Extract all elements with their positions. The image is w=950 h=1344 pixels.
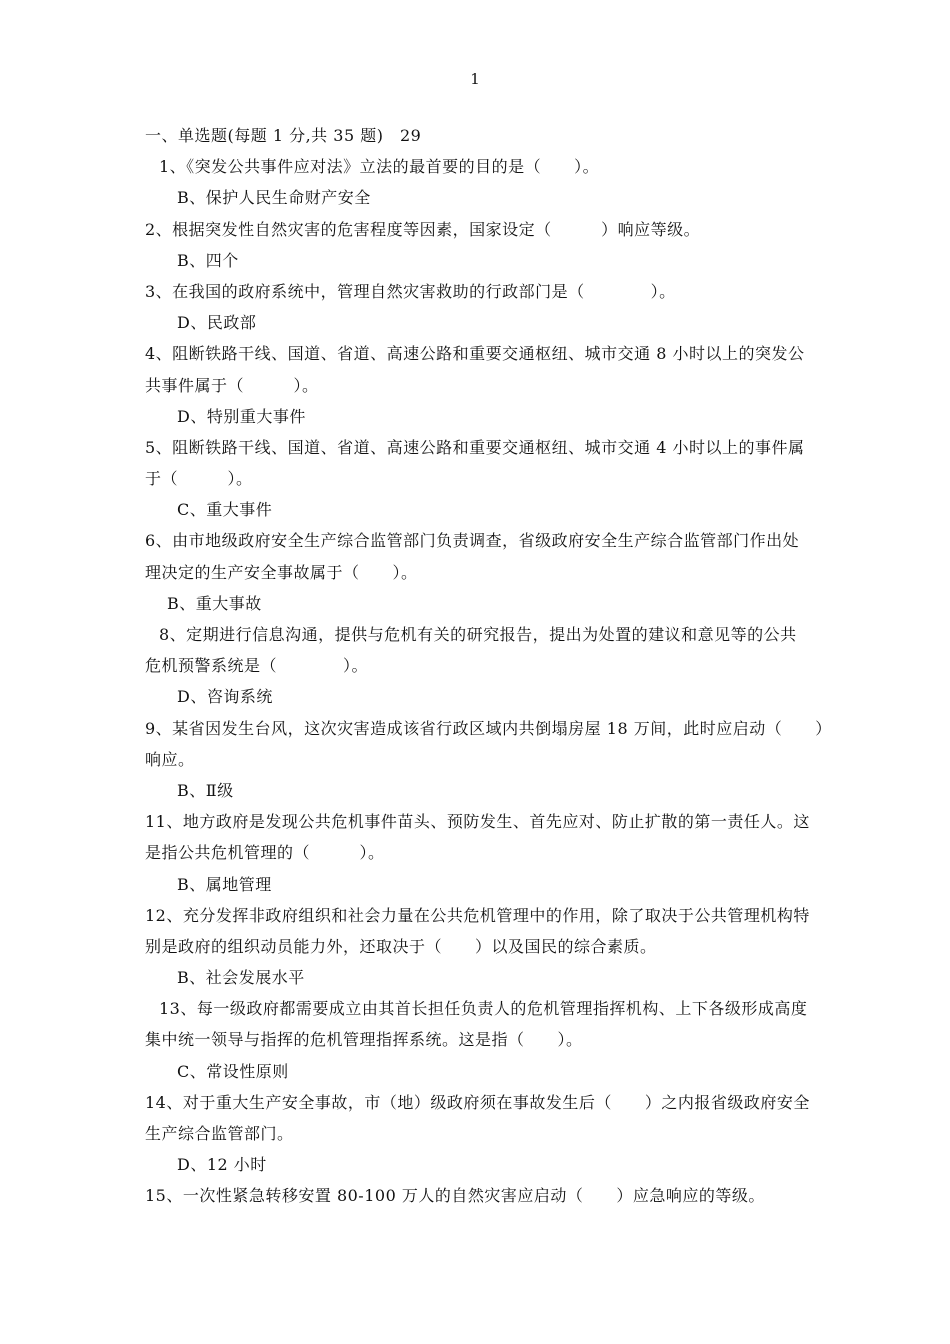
question-13-line-2: 集中统一领导与指挥的危机管理指挥系统。这是指（ ）。 xyxy=(145,1030,583,1050)
question-6-line-1: 6、由市地级政府安全生产综合监管部门负责调查，省级政府安全生产综合监管部门作出处 xyxy=(145,531,800,551)
answer-1: B、保护人民生命财产安全 xyxy=(177,188,371,208)
question-8-line-1: 8、定期进行信息沟通，提供与危机有关的研究报告，提出为处置的建议和意见等的公共 xyxy=(159,625,797,644)
question-3: 3、在我国的政府系统中，管理自然灾害救助的行政部门是（ ）。 xyxy=(145,281,676,301)
question-2: 2、根据突发性自然灾害的危害程度等因素，国家设定（ ）响应等级。 xyxy=(145,219,701,239)
question-11-line-1: 11、地方政府是发现公共危机事件苗头、预防发生、首先应对、防止扩散的第一责任人。这 xyxy=(145,812,810,832)
question-5-line-1: 5、阻断铁路干线、国道、省道、高速公路和重要交通枢纽、城市交通 4 小时以上的事件属 xyxy=(145,437,805,457)
answer-9: B、Ⅱ级 xyxy=(177,780,234,800)
question-11-line-2: 是指公共危机管理的（ ）。 xyxy=(145,843,385,863)
section-heading: 一、单选题(每题 1 分,共 35 题) 29 xyxy=(145,126,422,145)
question-5-line-2: 于（ ）。 xyxy=(145,469,253,489)
question-15: 15、一次性紧急转移安置 80-100 万人的自然灾害应启动（ ）应急响应的等级。 xyxy=(145,1186,765,1206)
answer-8: D、咨询系统 xyxy=(177,687,273,707)
question-14-line-1: 14、对于重大生产安全事故，市（地）级政府须在事故发生后（ ）之内报省级政府安全 xyxy=(145,1092,810,1112)
answer-13: C、常设性原则 xyxy=(177,1061,289,1081)
question-4-line-2: 共事件属于（ ）。 xyxy=(145,375,319,395)
question-14-line-2: 生产综合监管部门。 xyxy=(145,1124,294,1143)
question-8-line-2: 危机预警系统是（ ）。 xyxy=(145,656,369,676)
page-number: 1 xyxy=(470,70,480,88)
answer-4: D、特别重大事件 xyxy=(177,406,306,426)
question-9-line-2: 响应。 xyxy=(145,749,195,769)
question-9-line-1: 9、某省因发生台风，这次灾害造成该省行政区域内共倒塌房屋 18 万间，此时应启动（ ） xyxy=(145,718,832,738)
answer-5: C、重大事件 xyxy=(177,500,273,520)
answer-2: B、四个 xyxy=(177,250,239,270)
question-6-line-2: 理决定的生产安全事故属于（ ）。 xyxy=(145,562,418,582)
question-4-line-1: 4、阻断铁路干线、国道、省道、高速公路和重要交通枢纽、城市交通 8 小时以上的突发公 xyxy=(145,344,805,364)
answer-12: B、社会发展水平 xyxy=(177,968,305,988)
question-12-line-1: 12、充分发挥非政府组织和社会力量在公共危机管理中的作用，除了取决于公共管理机构特 xyxy=(145,905,810,925)
answer-14: D、12 小时 xyxy=(177,1155,267,1175)
question-1: 1、《突发公共事件应对法》立法的最首要的目的是（ ）。 xyxy=(159,157,600,177)
document-body xyxy=(145,120,832,1212)
answer-11: B、属地管理 xyxy=(177,874,272,894)
answer-3: D、民政部 xyxy=(177,313,257,333)
question-12-line-2: 别是政府的组织动员能力外，还取决于（ ）以及国民的综合素质。 xyxy=(145,936,657,956)
question-13-line-1: 13、每一级政府都需要成立由其首长担任负责人的危机管理指挥机构、上下各级形成高度 xyxy=(159,999,808,1019)
answer-6: B、重大事故 xyxy=(167,593,262,613)
